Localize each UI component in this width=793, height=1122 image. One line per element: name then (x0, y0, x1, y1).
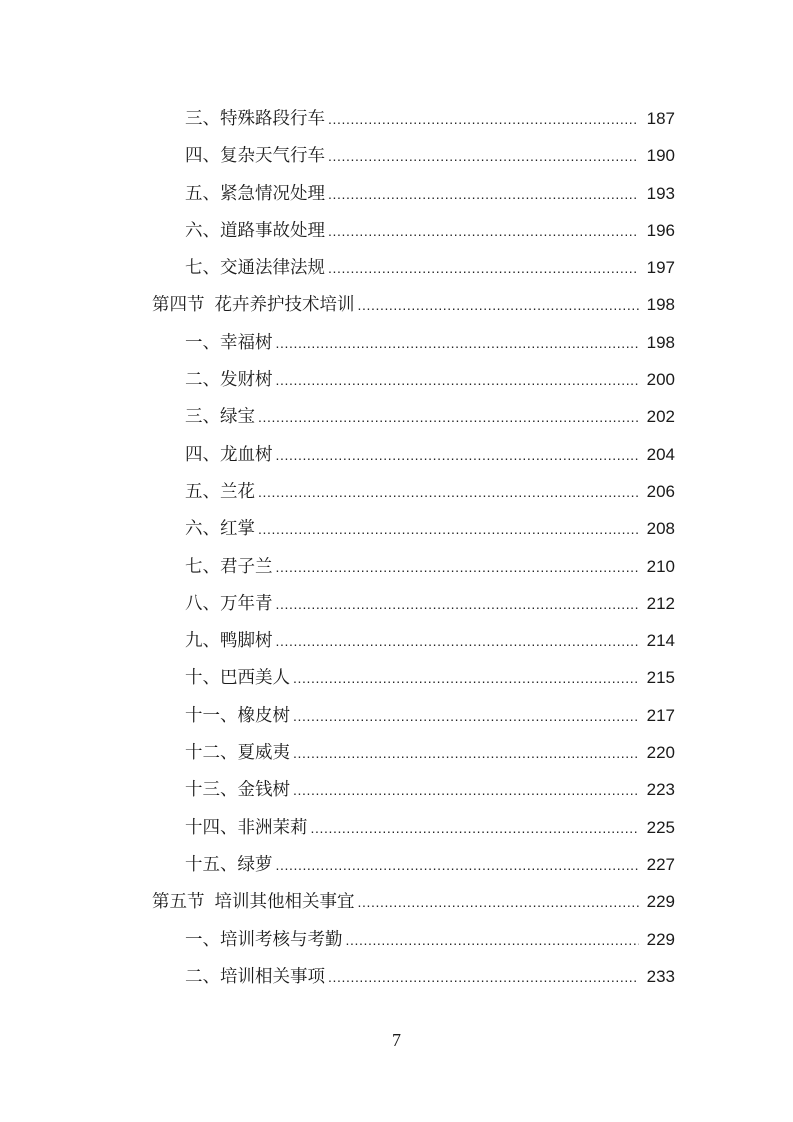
toc-entry-label: 二、培训相关事项 (185, 966, 325, 987)
dot-leader (328, 138, 639, 175)
toc-entry-label: 十、巴西美人 (185, 668, 290, 689)
dot-leader (328, 213, 639, 250)
toc-entry[interactable] (152, 846, 675, 883)
dot-leader (328, 959, 639, 996)
toc-entry-label: 三、绿宝 (185, 407, 255, 428)
toc-entry[interactable] (152, 510, 675, 547)
toc-entry[interactable] (152, 249, 675, 286)
toc-entry-page: 212 (646, 593, 675, 613)
dot-leader (276, 586, 640, 623)
toc-entry-page: 225 (646, 817, 675, 837)
toc-entry[interactable] (152, 958, 675, 995)
table-of-contents (152, 100, 675, 995)
toc-entry[interactable] (152, 771, 675, 808)
toc-entry-page: 227 (646, 854, 675, 874)
toc-entry-page: 200 (646, 370, 675, 390)
toc-entry[interactable] (152, 622, 675, 659)
section-title: 花卉养护技术培训 (214, 295, 355, 316)
toc-entry[interactable] (152, 398, 675, 435)
section-title: 培训其他相关事宜 (214, 892, 355, 913)
section-number: 第四节 (152, 295, 205, 316)
toc-entry-label: 五、兰花 (185, 481, 255, 502)
toc-entry-label: 十四、非洲茉莉 (185, 817, 308, 838)
toc-entry[interactable] (152, 548, 675, 585)
toc-entry-page: 208 (646, 519, 675, 539)
dot-leader (346, 922, 640, 959)
toc-section-entry[interactable] (152, 286, 675, 323)
toc-entry-page: 217 (646, 705, 675, 725)
toc-section-entry[interactable] (152, 883, 675, 920)
toc-entry-label: 一、幸福树 (185, 332, 273, 353)
dot-leader (258, 511, 639, 548)
toc-entry[interactable] (152, 697, 675, 734)
dot-leader (276, 847, 640, 884)
toc-entry-page: 233 (646, 966, 675, 986)
dot-leader (276, 437, 640, 474)
dot-leader (328, 101, 639, 138)
toc-entry-label: 七、君子兰 (185, 556, 273, 577)
toc-entry-page: 223 (646, 780, 675, 800)
toc-entry-page: 229 (646, 892, 675, 912)
toc-entry-page: 204 (646, 444, 675, 464)
toc-entry-page: 197 (646, 258, 675, 278)
toc-entry[interactable] (152, 473, 675, 510)
toc-entry-label: 五、紧急情况处理 (185, 183, 325, 204)
dot-leader (358, 287, 640, 324)
toc-entry-page: 210 (646, 556, 675, 576)
toc-entry[interactable] (152, 921, 675, 958)
toc-entry-page: 198 (646, 332, 675, 352)
toc-entry-label: 七、交通法律法规 (185, 258, 325, 279)
toc-entry-label: 八、万年青 (185, 593, 273, 614)
toc-entry-label: 四、龙血树 (185, 444, 273, 465)
toc-section-label (152, 884, 355, 921)
toc-section-label (152, 287, 355, 324)
toc-entry-page: 220 (646, 743, 675, 763)
toc-entry[interactable] (152, 212, 675, 249)
toc-entry-label: 十五、绿萝 (185, 854, 273, 875)
toc-entry-label: 一、培训考核与考勤 (185, 929, 343, 950)
toc-entry-label: 四、复杂天气行车 (185, 146, 325, 167)
toc-entry[interactable] (152, 324, 675, 361)
toc-entry-label: 二、发财树 (185, 370, 273, 391)
toc-entry-page: 198 (646, 295, 675, 315)
toc-entry-page: 214 (646, 631, 675, 651)
toc-entry[interactable] (152, 137, 675, 174)
toc-entry[interactable] (152, 436, 675, 473)
toc-entry[interactable] (152, 100, 675, 137)
section-number: 第五节 (152, 892, 205, 913)
toc-entry-label: 六、红掌 (185, 519, 255, 540)
dot-leader (311, 810, 640, 847)
toc-entry-page: 187 (646, 109, 675, 128)
toc-entry[interactable] (152, 659, 675, 696)
toc-entry-page: 202 (646, 407, 675, 427)
toc-entry-label: 十三、金钱树 (185, 780, 290, 801)
toc-entry-page: 215 (646, 668, 675, 688)
toc-entry[interactable] (152, 361, 675, 398)
toc-entry-page: 193 (646, 183, 675, 203)
toc-entry-label: 十二、夏威夷 (185, 743, 290, 764)
toc-entry[interactable] (152, 585, 675, 622)
page-number: 7 (392, 1030, 401, 1050)
dot-leader (328, 250, 639, 287)
toc-entry-label: 三、特殊路段行车 (185, 109, 325, 129)
toc-entry[interactable] (152, 175, 675, 212)
toc-entry-label: 九、鸭脚树 (185, 631, 273, 652)
toc-entry-page: 229 (646, 929, 675, 949)
dot-leader (276, 362, 640, 399)
dot-leader (258, 474, 639, 511)
dot-leader (328, 176, 639, 213)
toc-entry-page: 196 (646, 220, 675, 240)
dot-leader (293, 772, 639, 809)
toc-entry-label: 六、道路事故处理 (185, 220, 325, 241)
dot-leader (293, 660, 639, 697)
dot-leader (293, 735, 639, 772)
toc-entry-label: 十一、橡皮树 (185, 705, 290, 726)
toc-entry-page: 190 (646, 146, 675, 166)
dot-leader (258, 399, 639, 436)
dot-leader (358, 884, 640, 921)
toc-entry[interactable] (152, 734, 675, 771)
dot-leader (293, 698, 639, 735)
dot-leader (276, 325, 640, 362)
toc-entry-page: 206 (646, 481, 675, 501)
toc-entry[interactable] (152, 809, 675, 846)
dot-leader (276, 623, 640, 660)
dot-leader (276, 549, 640, 586)
